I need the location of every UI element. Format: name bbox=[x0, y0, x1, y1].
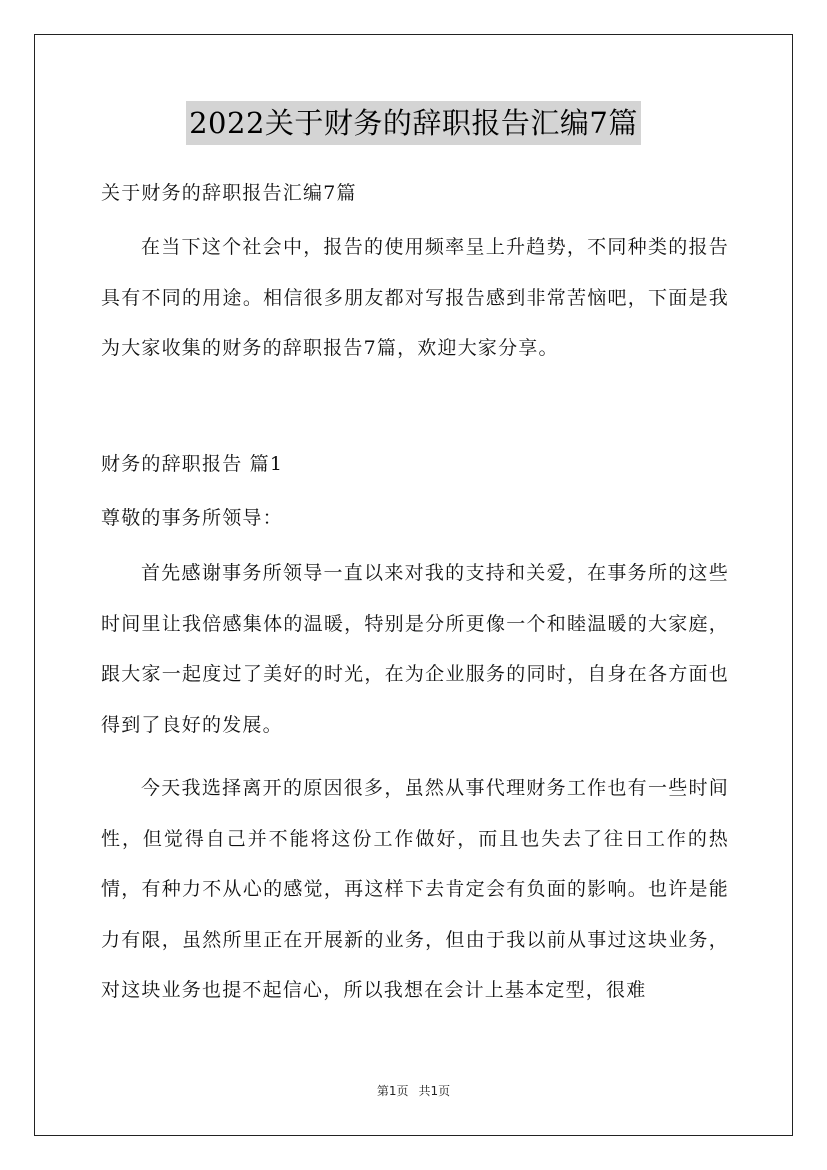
page-number: 第1页 bbox=[376, 1084, 409, 1098]
title-container bbox=[0, 101, 827, 145]
document-subtitle: 关于财务的辞职报告汇编7篇 bbox=[101, 182, 357, 204]
section-heading: 财务的辞职报告 篇1 bbox=[101, 453, 284, 475]
salutation: 尊敬的事务所领导： bbox=[101, 507, 283, 529]
intro-paragraph: 在当下这个社会中，报告的使用频率呈上升趋势，不同种类的报告具有不同的用途。相信很多朋友都对写报告感到非常苦恼吧，下面是我为大家收集的财务的辞职报告7篇，欢迎大家分享。 bbox=[101, 236, 729, 359]
page-footer bbox=[0, 1083, 827, 1099]
body-paragraph-1: 首先感谢事务所领导一直以来对我的支持和关爱，在事务所的这些时间里让我倍感集体的温暖，特别是分所更像一个和睦温暖的大家庭，跟大家一起度过了美好的时光，在为企业服务的同时，自身在各方面也得到了良好的发展。 bbox=[101, 562, 729, 736]
document-title: 2022关于财务的辞职报告汇编7篇 bbox=[186, 101, 641, 145]
body-paragraph-2: 今天我选择离开的原因很多，虽然从事代理财务工作也有一些时间性，但觉得自己并不能将这份工作做好，而且也失去了往日工作的热情，有种力不从心的感觉，再这样下去肯定会有负面的影响。也许是能力有限，虽然所里正在开展新的业务，但由于我以前从事过这块业务，对这块业务也提不起信心，所以我想在会计上基本定型，很难 bbox=[101, 777, 729, 1001]
total-pages: 共1页 bbox=[418, 1084, 451, 1098]
